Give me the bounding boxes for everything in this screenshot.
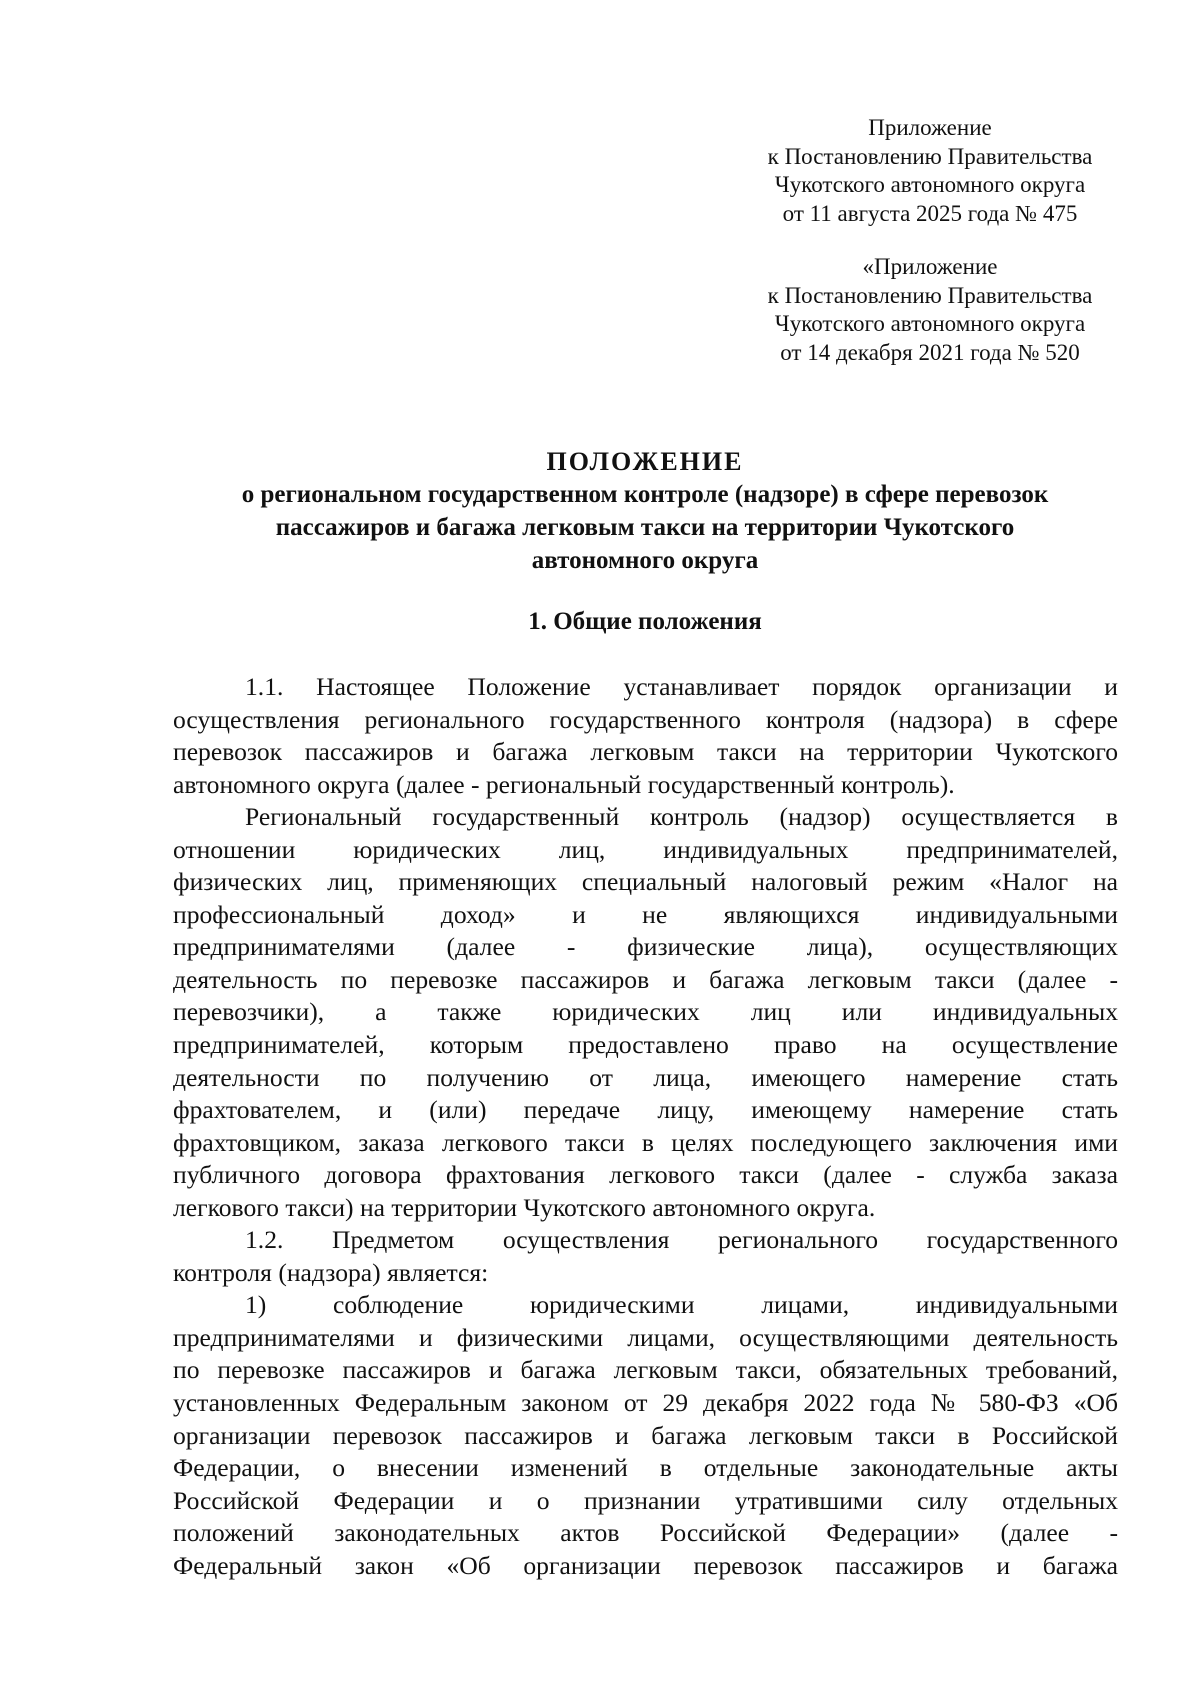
appendix-current-line: Чукотского автономного округа [774, 172, 1086, 197]
appendix-current-line: Приложение [868, 115, 992, 140]
appendix-original-header [745, 253, 1115, 367]
paragraph-line: перевозок пассажиров и багажа легковым такси на территории Чукотского [173, 737, 1118, 767]
document-subtitle-line: о региональном государственном контроле (надзоре) в сфере перевозок [241, 481, 1049, 508]
paragraph-line: контроля (надзора) является: [173, 1257, 489, 1287]
appendix-original-line: от 14 декабря 2021 года № 520 [780, 339, 1080, 365]
paragraph-line: легкового такси) на территории Чукотского автономного округа. [173, 1192, 876, 1222]
paragraph-line: деятельности по получению от лица, имеющего намерение стать [173, 1062, 1118, 1092]
section-1-body [173, 671, 1118, 1582]
paragraph-line: 1.1. Настоящее Положение устанавливает порядок организации и [245, 672, 1118, 701]
paragraph-line: деятельность по перевозке пассажиров и багажа легковым такси (далее - [173, 964, 1118, 994]
paragraph-line: перевозчики), а также юридических лиц или индивидуальных [173, 997, 1118, 1027]
paragraph-line: Региональный государственный контроль (надзор) осуществляется в [245, 802, 1118, 832]
appendix-current-line: от 11 августа 2025 года № 475 [782, 200, 1078, 226]
appendix-original-line: «Приложение [862, 254, 998, 279]
paragraph-line: Российской Федерации и о признании утратившими силу отдельных [173, 1485, 1118, 1515]
paragraph-line: Федеральный закон «Об организации перевозок пассажиров и багажа [173, 1550, 1118, 1580]
appendix-original-line: к Постановлению Правительства [767, 282, 1093, 308]
paragraph-line: публичного договора фрахтования легкового такси (далее - служба заказа [173, 1160, 1118, 1190]
document-title-block [170, 445, 1120, 577]
paragraph-line: предпринимателями (далее - физические лица), осуществляющих [173, 932, 1118, 962]
paragraph-line: автономного округа (далее - региональный государственный контроль). [173, 769, 955, 799]
paragraph-line: по перевозке пассажиров и багажа легковым такси, обязательных требований, [173, 1355, 1118, 1385]
paragraph-line: фрахтовщиком, заказа легкового такси в целях последующего заключения ими [173, 1127, 1118, 1157]
document-title: ПОЛОЖЕНИЕ [546, 447, 744, 476]
paragraph-line: Федерации, о внесении изменений в отдельные законодательные акты [173, 1453, 1118, 1483]
paragraph-line: предпринимателями и физическими лицами, осуществляющими деятельность [173, 1322, 1118, 1352]
paragraph-line: физических лиц, применяющих специальный налоговый режим «Налог на [173, 867, 1118, 897]
paragraph-line: положений законодательных актов Российской Федерации» (далее - [173, 1518, 1118, 1548]
paragraph-line: профессиональный доход» и не являющихся индивидуальными [173, 899, 1118, 929]
paragraph-line: установленных Федеральным законом от 29 декабря 2022 года № 580-ФЗ «Об [173, 1388, 1118, 1418]
paragraph-line: предпринимателей, которым предоставлено право на осуществление [173, 1030, 1118, 1060]
section-1-heading: 1. Общие положения [528, 608, 762, 635]
document-subtitle-line: пассажиров и багажа легковым такси на территории Чукотского [275, 514, 1015, 541]
paragraph-line: осуществления регионального государственного контроля (надзора) в сфере [173, 704, 1118, 734]
paragraph-line: 1) соблюдение юридическими лицами, индивидуальными [245, 1290, 1118, 1320]
appendix-original-line: Чукотского автономного округа [774, 311, 1086, 336]
appendix-current-header [745, 114, 1115, 228]
paragraph-line: отношении юридических лиц, индивидуальных предпринимателей, [173, 834, 1118, 864]
paragraph-line: фрахтователем, и (или) передаче лицу, имеющему намерение стать [173, 1095, 1118, 1125]
paragraph-line: 1.2. Предметом осуществления регионального государственного [245, 1225, 1118, 1255]
appendix-current-line: к Постановлению Правительства [767, 143, 1093, 169]
paragraph-line: организации перевозок пассажиров и багажа легковым такси в Российской [173, 1420, 1118, 1450]
document-subtitle-line: автономного округа [531, 547, 759, 574]
